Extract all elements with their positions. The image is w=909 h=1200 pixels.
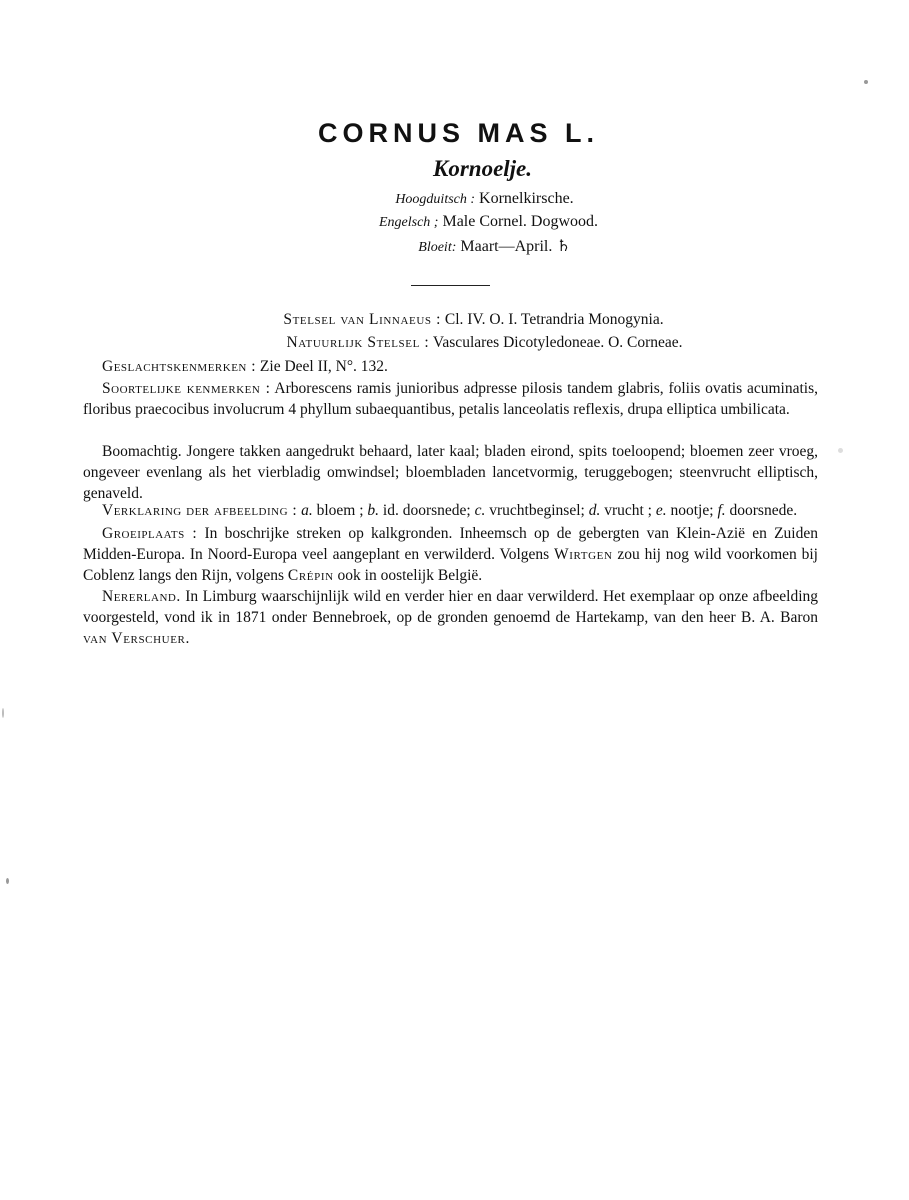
- flowering-label: Bloeit:: [418, 240, 457, 255]
- flowering-time: [40, 236, 909, 256]
- system-label: Stelsel van Linnaeus :: [283, 311, 441, 328]
- legend-key: c.: [474, 502, 486, 519]
- legend-text: bloem ;: [316, 502, 364, 519]
- paper-speck: [838, 448, 843, 453]
- paper-speck: [864, 80, 868, 84]
- species-label: Soortelijke kenmerken :: [102, 380, 271, 397]
- common-name-german: [30, 190, 909, 208]
- legend-text: nootje;: [670, 502, 714, 519]
- author-name: Crépin: [287, 567, 334, 584]
- legend-text: doorsnede.: [729, 502, 798, 519]
- system-value: Cl. IV. O. I. Tetrandria Monogynia.: [444, 311, 664, 328]
- common-name-label: Hoogduitsch :: [395, 192, 476, 207]
- legend-text: id. doorsnede;: [382, 502, 471, 519]
- natural-system: [30, 334, 909, 352]
- genus-characters: [102, 356, 818, 377]
- linnaeus-system: [19, 311, 909, 329]
- system-value: Vasculares Dicotyledoneae. O. Corneae.: [432, 334, 683, 351]
- description-text: Boomachtig. Jongere takken aangedrukt behaard, later kaal; bladen eirond, spits toeloopend; bloemen zeer vroeg, ongeveer evenlang als het vierbladig omwindsel; bloembladen lancetvormig, teruggebogen; steenvrucht elliptisch, genaveld.: [83, 443, 818, 502]
- figure-legend: [83, 500, 818, 521]
- habitat-text: zou hij nog wild voorkomen bij Coblenz langs den Rijn, volgens: [83, 546, 818, 584]
- legend-key: b.: [367, 502, 380, 519]
- legend-text: vrucht ;: [604, 502, 652, 519]
- common-name-value: Male Cornel. Dogwood.: [442, 213, 598, 230]
- habitat-label: Groeiplaats :: [102, 525, 198, 542]
- legend-key: a.: [301, 502, 313, 519]
- genus-value: Zie Deel II, N°. 132.: [259, 358, 388, 375]
- habitat-paragraph: [83, 523, 818, 586]
- legend-key: d.: [588, 502, 601, 519]
- legend-key: e.: [655, 502, 667, 519]
- paper-speck: [6, 878, 9, 884]
- divider-rule: [411, 285, 490, 286]
- species-characters: [83, 378, 818, 420]
- collector-name: van Verschuer.: [83, 630, 190, 647]
- paper-speck: [2, 708, 4, 718]
- habitat-text: ook in oostelijk België.: [337, 567, 483, 584]
- netherlands-label: Nererland.: [102, 588, 181, 605]
- species-text: Arborescens ramis junioribus adpresse pilosis tandem glabris, foliis ovatis acuminatis, floribus praecocibus involucrum 4 phyllum subaequantibus, petalis lanceolatis reflexis, drupa elliptica umbilicata.: [83, 380, 818, 418]
- genus-label: Geslachtskenmerken :: [102, 358, 257, 375]
- common-name-label: Engelsch ;: [378, 215, 439, 230]
- common-name-english: [34, 213, 909, 231]
- legend-text: vruchtbeginsel;: [489, 502, 585, 519]
- common-name-value: Kornelkirsche.: [479, 190, 574, 207]
- netherlands-text: In Limburg waarschijnlijk wild en verder hier en daar verwilderd. Het exemplaar op onze afbeelding voorgesteld, vond ik in 1871 onder Bennebroek, op de gronden genoemd de Hartekamp, van den heer B. A. Baron: [83, 588, 819, 626]
- description-paragraph: [83, 441, 818, 504]
- legend-key: f.: [717, 502, 726, 519]
- page-subtitle: Kornoelje.: [432, 156, 533, 181]
- netherlands-paragraph: [83, 586, 818, 649]
- page-title: CORNUS MAS L.: [318, 118, 599, 148]
- habitat-text: In boschrijke streken op kalkgronden. Inheemsch op de gebergten van Klein-Azië en Zuiden Midden-Europa. In Noord-Europa veel aangeplant en verwilderd. Volgens: [83, 525, 818, 563]
- flowering-value: Maart—April. ♄: [460, 238, 571, 255]
- system-label: Natuurlijk Stelsel :: [286, 334, 430, 351]
- author-name: Wirtgen: [554, 546, 613, 563]
- figure-legend-label: Verklaring der afbeelding :: [102, 502, 298, 519]
